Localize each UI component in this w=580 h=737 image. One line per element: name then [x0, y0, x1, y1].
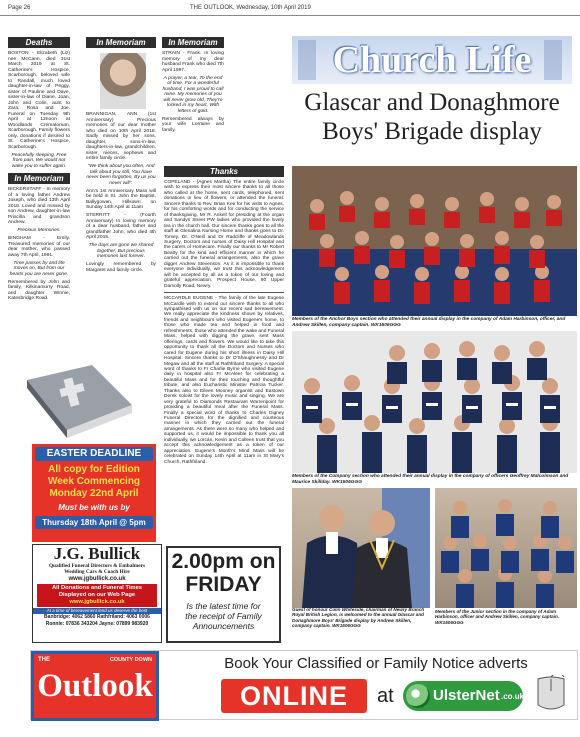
section-head-thanks: Thanks — [164, 166, 284, 177]
easter-line-3: Monday 22nd April — [49, 488, 139, 499]
easter-deadline-date: Thursday 18th April @ 5pm — [35, 516, 153, 529]
footer-banner — [30, 650, 578, 720]
church-headline: Glascar and Donaghmore Boys' Brigade display — [304, 89, 560, 145]
section-head-memoriam-3: In Memoriam — [162, 37, 224, 48]
poem-strain: A prayer, a tear, To the end of time. For a wonderful husband, I was proud to call mine. My memories of you will never grow old, They're locked in my heart, With letters of gold. — [162, 75, 224, 114]
column-thanks — [164, 166, 284, 468]
easter-line-2: Week Commencing — [47, 476, 141, 487]
logo-outlook: Outlook — [37, 668, 153, 704]
portrait-photo — [100, 53, 146, 109]
bible-illustration — [22, 360, 137, 438]
church-life-title: Church Life — [332, 39, 532, 81]
easter-deadline-title: EASTER DEADLINE — [35, 447, 153, 461]
page-number: Page 26 — [8, 5, 31, 11]
photo-anchor-boys — [292, 166, 577, 316]
friday-time: 2.00pm on — [171, 550, 276, 573]
section-head-memoriam-1: In Memoriam — [8, 173, 70, 184]
notice-strain-2: Remembered always by your wife Lorraine and family. — [162, 116, 224, 133]
caption-company-section: Members of the Company section who attended their annual display in the company of officers Geoffrey Malcolmson and Maurice Skillday. WK1506GGG — [292, 474, 569, 485]
friday-deadline-box — [166, 546, 281, 643]
notice-bingham-2: Remembered by John and family, Kilkinamurry Road, and daughter Winnie, Katesbridge Road. — [8, 279, 70, 301]
caption-guest-of-honour: Guest of honour Colin Whiteside, chairman of Newry Branch Royal British Legion, is welcomed to the annual Glascar and Donaghmore Boys' Brigade display by Andrew Skillen, company captain. WK1506GGG — [292, 607, 425, 628]
bullick-strip: At a time of bereavement lend us deserve the best — [33, 608, 161, 614]
easter-deadline-box — [32, 444, 156, 542]
notice-sterritt: STERRITT - (Fourth Anniversary) In loving memory of a dear husband, father and grandfather John, who died 4th April 2015. — [86, 213, 156, 240]
poem-sterritt: The days are gone we shared together, But precious memories last forever. — [88, 243, 154, 259]
ulsternet-logo[interactable] — [403, 681, 523, 711]
page-header — [0, 0, 580, 16]
easter-line-4: Must be with us by — [58, 503, 130, 512]
poem-bingham: Time passes by and life moves on, But from our hearts you are never gone. — [9, 260, 69, 277]
notice-strain: STRAIN - Frank. In loving memory of my dear husband Frank who died 7th April 1997. — [162, 51, 224, 73]
bullick-sub-2: Wedding Cars & Coach Hire — [64, 569, 130, 575]
bullick-name: J.G. Bullick — [53, 544, 141, 563]
bullick-phones-2: Ronnie: 07836 343204 Jayne: 07899 983920 — [45, 621, 149, 627]
bullick-sub-1: Qualified Funeral Directors & Embalmers — [48, 563, 146, 569]
friday-day: FRIDAY — [185, 573, 262, 596]
header-rule — [0, 15, 580, 16]
caption-junior-section: Members of the Junior section in the company of Adam Harbinson, officer and Andrew Skillen, company captain. WK1506GGG — [435, 609, 560, 625]
notice-sterritt-2: Lovingly remembered by Margaret and family circle. — [86, 262, 156, 273]
friday-line-3: Announcements — [192, 621, 255, 631]
photo-company-section — [292, 331, 577, 473]
notice-brannigan: BRANNIGAN, ANN (1st Anniversary) Precious memories of our dear mother who died on 10th April 2018. Sadly missed by her sons, daughter, sons-in-law, daughters-in-law, grandchildren, sister, nieces, nephews and entire family circle. — [86, 112, 156, 161]
bullick-phones-1: Banbridge: 4062 5860 Rathfriland: 4063 0006 — [44, 614, 150, 620]
bullick-notice — [37, 584, 157, 607]
photo-junior-section — [435, 488, 577, 608]
bullick-ad — [32, 544, 162, 643]
bullick-web[interactable]: www.jgbullick.co.uk — [68, 576, 126, 582]
footer-online: ONLINE — [221, 679, 367, 713]
bullick-notice-3[interactable]: www.jgbullick.co.uk — [69, 599, 125, 605]
notice-boston: BOSTON - Elizabeth (Liz) nee McCann, died 31st March 2019 at St. Catherine's Hospice, Scarborough, beloved wife to Randall, much loved daughter-in-law of Peggy, sister of Pauline and Dave, sister-in-law of Diane, Joan, John and Colin, aunt to Zara, Rosa and Joe. Funeral on Tuesday 9th April at 12noon at Woodlands Crematorium, Scarborough. Family flowers only, donations if desired to St. Catherine's Hospice, Scarborough. — [8, 51, 70, 150]
friday-line-1: Is the latest time for — [186, 601, 261, 611]
photo-guest-of-honour — [292, 488, 430, 608]
section-head-deaths: Deaths — [8, 37, 70, 48]
column-memoriam-3 — [162, 37, 224, 136]
section-head-memoriam-2: In Memoriam — [86, 37, 156, 48]
logo-the: THE — [38, 657, 50, 663]
caption-anchor-boys: Members of the Anchor Boys section who attended their annual display in the company of Adam Harbinson, officer, and Andrew Skillen, company captain. WK1506GGG — [292, 317, 566, 328]
notice-copeland: COPELAND - (Agnes Martha) The entire family circle wish to express their most sincere thanks to all those who called at the home, sent cards, telephoned, sent donations in lieu of flowers, or attended the funeral. Sincere thanks to Rev. Brian Kee for his visits to Agnes, for his comforting words and for conducting the service of thanksgiving, Mr R. Ankell for presiding at the organ and Sandys Street PW ladies who provided the lovely tea in the church hall. Our sincere thanks goes to all the staff at Glenalina Nursing Home and thanks goes to Dr. Tomey, Dr. O'Neill and Dr Radcliffe of Meadowlands Surgery, Doctors and nurses of Daisy Hill Hospital and the carers of Homecare. Finally our thanks to Mr Robert Beatty for the kind and efficient manner in which he carried out the funeral arrangements, also the grave digger Andrew Stevenson. As it is impossible to thank everyone individually, we trust this acknowledgement will be accepted by all as a token of our loving and grateful appreciation. Prospect House, 90 Upper Damolly Road, Newry. — [164, 180, 284, 289]
church-life-banner — [292, 36, 572, 84]
globe-icon — [406, 684, 430, 708]
column-deaths — [8, 37, 70, 304]
notice-brannigan-2: Ann's 1st Anniversary Mass will be held in St. John the Baptist, Ballygowan, Hillsown on Sunday 14th April at 11am — [86, 188, 156, 210]
paper-dateline: THE OUTLOOK, Wednesday, 10th April 2019 — [190, 5, 311, 11]
window-shape-2 — [544, 40, 562, 80]
easter-line-1: All copy for Edition — [48, 464, 140, 475]
footer-book-text: Book Your Classified or Family Notice adverts — [224, 655, 528, 672]
notice-mccardle: MCCARDLE EUGENE - The family of the late Eugene McCardle wish to extend our sincere thanks to all who sympathised with us on our recent sad bereavement. We really appreciate the kindness shown by relatives, friends and neighbours who visited Eugene's home, to those who made tea and helped in food and refreshments, those who attended the wake and Funeral Mass, helped with digging the grave, sent Mass offerings, cards and flowers. We would like to take this opportunity to thank all the Doctors and Nurses who cared for Eugene during his short illness in Daisy Hill Hospital. Sincere thanks to Dr O'Shaughnessy and Dr Megaw and all the staff at Rathfriland Surgery. A special word of thanks to Fr Charlie Byrne who visited Eugene daily in hospital also Fr McAleer for celebrating a beautiful Mass and for their touching and thoughtful tribute, and also Eucharistic Minister Patricia Tucker. Thanks also to Eileen Mooney organist and Eastown Derek soloist for the lovely music and singing. We are very grateful to Diamonds Restaurant Warrenpoint for providing a beautiful meal after the Funeral Mass. Finally a special word of thanks to Charles Digney Funeral Directors for the dignified and courteous manner in which they carried out the funeral arrangements. As there were so many who helped and supported us, it would be impossible to thank you all individually, we Lorcán, Kevin and Colleen trust that you accept this acknowledgement as a token of our appreciation. Eugene's Month's Mind Mass will be celebrated on Sunday 14th April at 11am in St Mary's Church, Rathfriland. — [164, 296, 284, 465]
poem-brannigan: "We think about you often, And talk about you still, You have never been forgotten, By us you never will". — [86, 164, 156, 186]
notice-bickerstaff: BICKERSTAFF - In memory of a loving father Andrew Joseph, who died 13th April 2018. Loved and missed by son Andrew, daughter-in-law Priscilla and grandson Andrew. — [8, 187, 70, 225]
poem-bickerstaff: Precious Memories. — [17, 228, 61, 233]
bullick-notice-1: All Donations and Funeral Times — [51, 585, 143, 591]
outlook-logo — [31, 651, 159, 721]
column-memoriam-2 — [86, 37, 156, 276]
logo-county: COUNTY DOWN — [109, 657, 152, 663]
bullick-notice-2: Displayed on our Web Page — [58, 592, 136, 598]
mouse-icon — [534, 675, 568, 715]
poem-boston: Peacefully sleeping, Free from pain, We would not wake you to suffer again. — [11, 152, 67, 169]
ulsternet-domain: .co.uk — [501, 692, 525, 701]
window-shape — [298, 40, 316, 80]
ulsternet-name: UlsterNet — [433, 687, 500, 704]
notice-bingham: BINGHAM - Emily. Treasured memories of our dear mother, who passed away 7th April, 1991. — [8, 236, 70, 258]
footer-at: at — [377, 685, 394, 707]
friday-line-2: the receipt of Family — [185, 611, 262, 621]
